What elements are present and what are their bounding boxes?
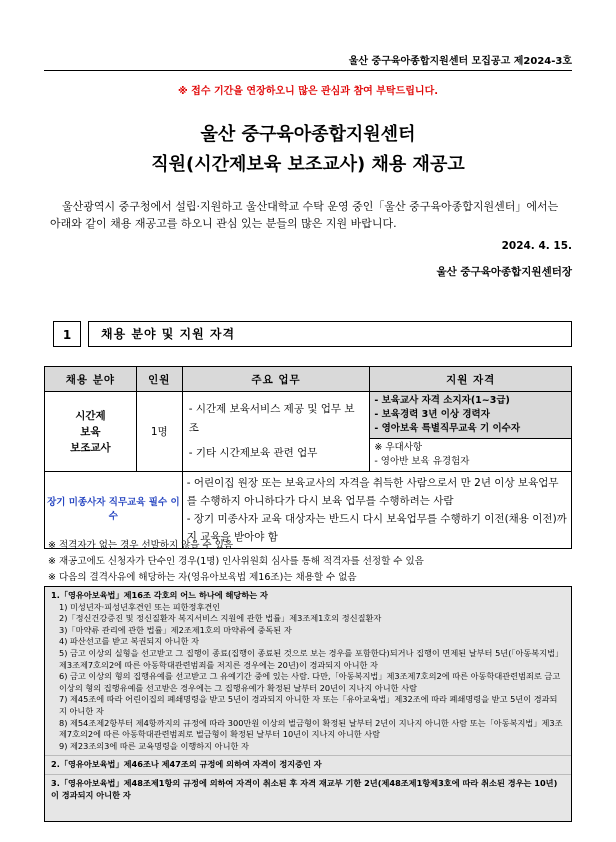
training-item: - 장기 미종사자 교육 대상자는 반드시 다시 보육업무를 수행하기 이전(채용 이전)까지 교육을 받아야 함 <box>186 513 567 543</box>
page-title-org: 울산 중구육아종합지원센터 <box>200 124 416 145</box>
qual-item: - 보육교사 자격 소지자(1~3급) <box>374 395 510 406</box>
section-number: 1 <box>53 321 81 347</box>
box-item-1-title: 1.「영유아보육법」제16조 각호의 어느 하나에 해당하는 자 <box>51 590 268 600</box>
list-item: 5) 금고 이상의 실형을 선고받고 그 집행이 종료(집행이 종료된 것으로 보는 경우를 포함한다)되거나 집행이 면제된 날부터 5년(「아동복지법」제3조제7호의2에 따른 아동학대관련범죄를 저지른 경우에는 20년)이 경과되지 아니한 자 <box>59 647 564 670</box>
list-item: 8) 제54조제2항부터 제4항까지의 규정에 따라 300만원 이상의 벌금형이 확정된 날부터 2년이 지나지 아니한 사람 또는「아동복지법」제3조제7호의2에 따른 아동학대관련범죄로 벌금형이 확정된 날부터 10년이 지나지 아니한 사람 <box>59 717 563 740</box>
duty-item: - 기타 시간제보육 관련 업무 <box>188 447 318 459</box>
notice-date: 2024. 4. 15. <box>501 240 572 252</box>
header-qualifications: 지원 자격 <box>370 367 572 392</box>
note-item: ※ 다음의 결격사유에 해당하는 자(영유아보육법 제16조)는 채용할 수 없음 <box>48 572 357 583</box>
box-item-3: 3.「영유아보육법」제48조제1항의 규정에 의하여 자격이 취소된 후 자격 재교부 기한 2년(제48조제1항제3호에 따라 취소된 경우는 10년)이 경과되지 아니한 자 <box>51 777 558 800</box>
list-item: 2)「정신건강증진 및 정신질환자 복지서비스 지원에 관한 법률」제3조제1호의 정신질환자 <box>59 613 382 624</box>
note-item: ※ 재공고에도 신청자가 단수인 경우(1명) 인사위원회 심사를 통해 적격자를 선정할 수 있음 <box>48 556 424 567</box>
table-row <box>45 392 572 439</box>
field-cell: 시간제 보육 보조교사 <box>45 392 137 472</box>
table-header-row <box>45 367 572 392</box>
note-item: ※ 적격자가 없는 경우 선발하지 않을 수 있음 <box>48 540 234 551</box>
header-divider <box>44 70 572 71</box>
qual-item: - 보육경력 3년 이상 경력자 <box>374 409 490 420</box>
list-item: 6) 금고 이상의 형의 집행유예를 선고받고 그 유예기간 중에 있는 사람. 다만,「아동복지법」제3조제7호의2에 따른 아동학대관련범죄로 금고 이상의 형의 집행유예를 선고받은 경우에는 그 집행유예가 확정된 날부터 20년이 지나지 아니한 사람 <box>59 671 561 693</box>
duty-item: - 시간제 보육서비스 제공 및 업무 보조 <box>188 403 355 434</box>
required-qualifications <box>370 392 572 439</box>
list-item: 9) 제23조의3에 따른 교육명령을 이행하지 아니한 자 <box>59 740 249 751</box>
pref-item: ※ 우대사항 <box>374 442 423 453</box>
list-item: 1) 미성년자·피성년후견인 또는 피한정후견인 <box>59 601 221 612</box>
training-item: - 어린이집 원장 또는 보육교사의 자격을 취득한 사람으로서 만 2년 이상 보육업무를 수행하지 아니하다가 다시 보육 업무를 수행하려는 사람 <box>186 477 559 507</box>
training-text <box>182 472 571 549</box>
header-field: 채용 분야 <box>45 367 137 392</box>
table-row <box>45 472 572 549</box>
pref-item: - 영아반 보육 유경험자 <box>374 456 470 467</box>
count-cell: 1명 <box>136 392 182 472</box>
box-item-2: 2.「영유아보육법」제46조나 제47조의 규정에 의하여 자격이 정지중인 자 <box>51 759 322 770</box>
list-item: 4) 파산선고를 받고 복권되지 아니한 자 <box>59 636 200 647</box>
section-title: 채용 분야 및 지원 자격 <box>88 321 572 347</box>
notes <box>48 538 572 586</box>
extension-alert: ※ 접수 기간을 연장하오니 많은 관심과 참여 부탁드립니다. <box>177 86 439 97</box>
list-item: 3)「마약류 관리에 관한 법률」제2조제1호의 마약류에 중독된 자 <box>59 624 292 635</box>
header-duties: 주요 업무 <box>182 367 370 392</box>
box-divider <box>45 755 571 756</box>
header-count: 인원 <box>136 367 182 392</box>
box-divider <box>45 774 571 775</box>
notice-number: 울산 중구육아종합지원센터 모집공고 제2024-3호 <box>348 56 572 67</box>
issuer-name: 울산 중구육아종합지원센터장 <box>436 266 572 278</box>
list-item: 7) 제45조에 따라 어린이집의 폐쇄명령을 받고 5년이 경과되지 아니한 자 또는「유아교육법」제32조에 따라 폐쇄명령을 받고 5년이 경과되지 아니한 자 <box>59 694 558 716</box>
preferred-qualifications <box>370 439 572 472</box>
training-label: 장기 미종사자 직무교육 필수 이수 <box>45 472 183 549</box>
recruitment-table <box>44 366 572 549</box>
qual-item: - 영아보육 특별직무교육 기 이수자 <box>374 423 521 434</box>
duties-cell <box>182 392 370 472</box>
disqualification-box <box>44 586 572 822</box>
page-title-main: 직원(시간제보육 보조교사) 채용 재공고 <box>151 154 465 175</box>
intro-paragraph: 울산광역시 중구청에서 설립·지원하고 울산대학교 수탁 운영 중인「울산 중구육아종합지원센터」에서는 아래와 같이 채용 재공고를 하오니 관심 있는 분들의 많은 지원 바랍니다. <box>50 200 559 230</box>
